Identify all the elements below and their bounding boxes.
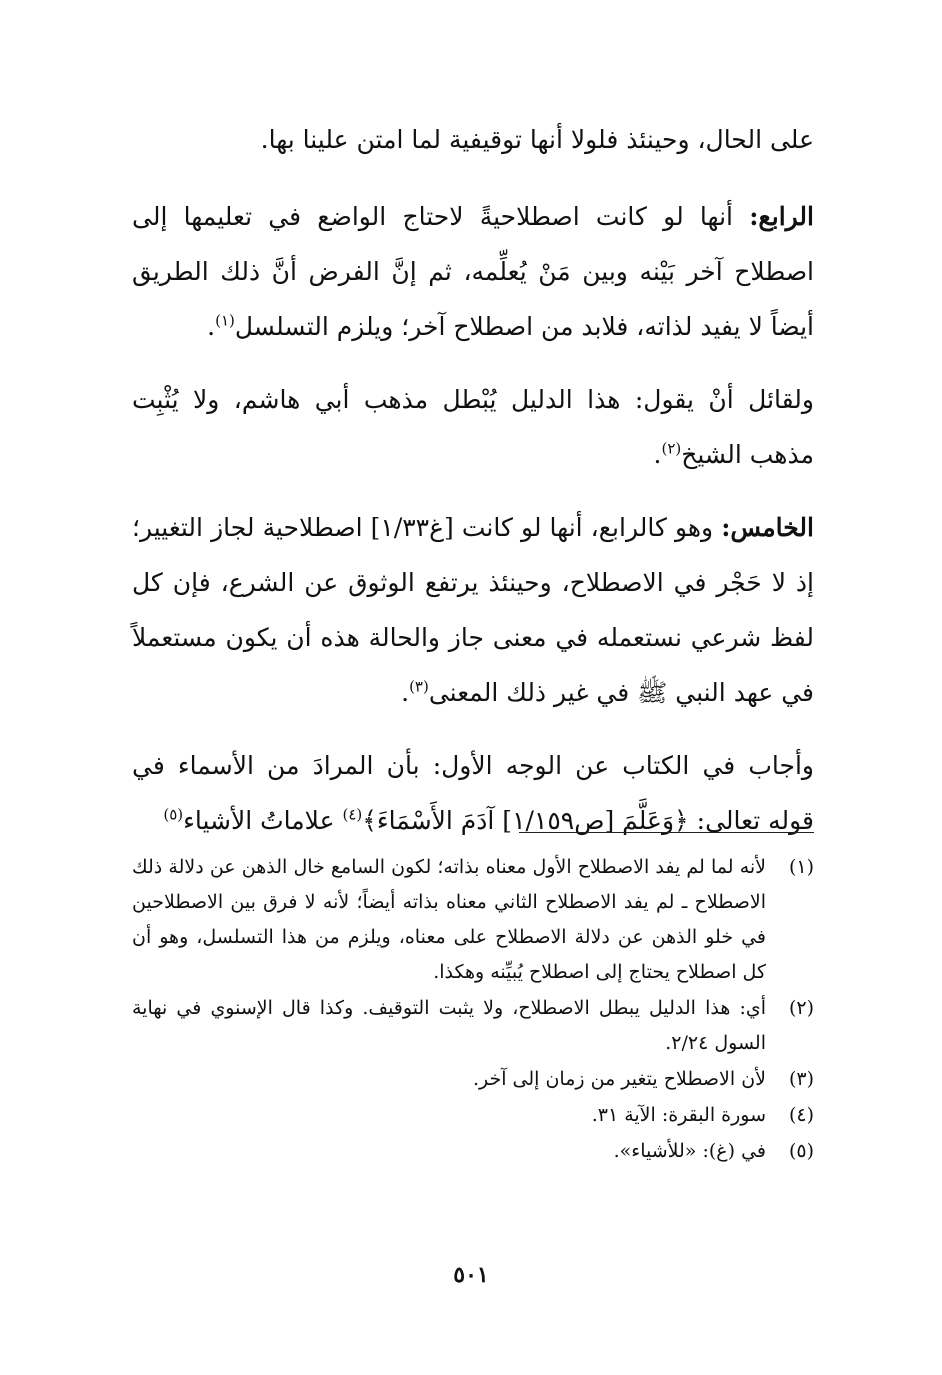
paragraph-fifth-argument — [132, 500, 814, 720]
page-number: ٥٠١ — [453, 1262, 489, 1288]
paragraph-text: على الحال، وحينئذ فلولا أنها توقيفية لما امتن علينا بها. — [260, 125, 814, 154]
footnote-ref[interactable]: (٥) — [163, 805, 184, 824]
paragraph-tail: . — [207, 312, 216, 341]
paragraph-tail: . — [401, 678, 410, 707]
footnote-item — [132, 991, 814, 1061]
paragraph-lead: الرابع: — [749, 202, 814, 231]
paragraph-continuation — [132, 112, 814, 167]
footnote-number: (٤) — [788, 1104, 814, 1126]
footnote-text: لأن الاصطلاح يتغير من زمان إلى آخر. — [472, 1068, 766, 1090]
paragraph-lead: الخامس: — [721, 513, 814, 542]
footnote-number: (٣) — [788, 1068, 814, 1090]
paragraph-text: وهو كالرابع، أنها لو كانت [غ١/٣٣] اصطلاحية لجاز التغيير؛ إذ لا حَجْر في الاصطلاح، وحينئذ يرتفع الوثوق عن الشرع، فإن كل لفظ شرعي نستعمله في معنى جاز والحالة هذه أن يكون مستعملاً في عهد النبي ﷺ في غير ذلك المعنى — [132, 513, 814, 707]
footnote-ref[interactable]: (٤) — [342, 805, 363, 824]
paragraph-text: أنها لو كانت اصطلاحيةً لاحتاج الواضع في تعليمها إلى اصطلاح آخر بَيْنه وبين مَنْ يُعلِّمه، ثم إنَّ الفرض أنَّ ذلك الطريق أيضاً لا يفيد لذاته، فلابد من اصطلاح آخر؛ ويلزم التسلسل — [132, 202, 814, 341]
footnote-ref[interactable]: (٢) — [661, 439, 682, 458]
footnote-number: (١) — [788, 856, 814, 878]
paragraph-objection — [132, 372, 814, 482]
footnote-text: سورة البقرة: الآية ٣١. — [591, 1104, 766, 1126]
footnote-text: في (غ): «للأشياء». — [613, 1140, 766, 1162]
footnote-item — [132, 1098, 814, 1133]
paragraph-tail: . — [653, 440, 662, 469]
main-text-body — [132, 112, 814, 866]
footnote-separator — [519, 832, 814, 833]
footnote-item — [132, 1062, 814, 1097]
footnote-text: لأنه لما لم يفد الاصطلاح الأول معناه بذاته؛ لكون السامع خال الذهن عن دلالة ذلك الاصطلاح ـ لم يفد الاصطلاح الثاني معناه بذاته أيضاً؛ لأنه لا فرق بين الاصطلاحين في خلو الذهن عن دلالة الاصطلاح على معناه، ويلزم من هذا التسلسل، وهو أن كل اصطلاح يحتاج إلى اصطلاح يُبيِّنه وهكذا. — [132, 856, 766, 983]
footnotes — [132, 850, 814, 1170]
paragraph-text: ولقائل أنْ يقول: هذا الدليل يُبْطل مذهب أبي هاشم، ولا يُثْبِت مذهب الشيخ — [132, 385, 814, 469]
paragraph-text-continued: علاماتُ الأشياء — [183, 806, 343, 835]
footnote-ref[interactable]: (٣) — [409, 677, 429, 696]
paragraph-text: وأجاب في الكتاب عن الوجه الأول: بأن المرادَ من الأسماء في قوله تعالى: ﴿وَعَلَّمَ [ص١/١٥٩] آدَمَ الأَسْمَاءَ﴾ — [132, 751, 814, 835]
footnote-text: أي: هذا الدليل يبطل الاصطلاح، ولا يثبت التوقيف. وكذا قال الإسنوي في نهاية السول ٢/٢٤. — [132, 997, 766, 1054]
footnote-number: (٢) — [788, 997, 814, 1019]
footnote-item — [132, 1134, 814, 1169]
footnote-item — [132, 850, 814, 990]
footnote-ref[interactable]: (١) — [215, 311, 235, 330]
footnote-number: (٥) — [788, 1140, 814, 1162]
paragraph-fourth-argument — [132, 189, 814, 354]
